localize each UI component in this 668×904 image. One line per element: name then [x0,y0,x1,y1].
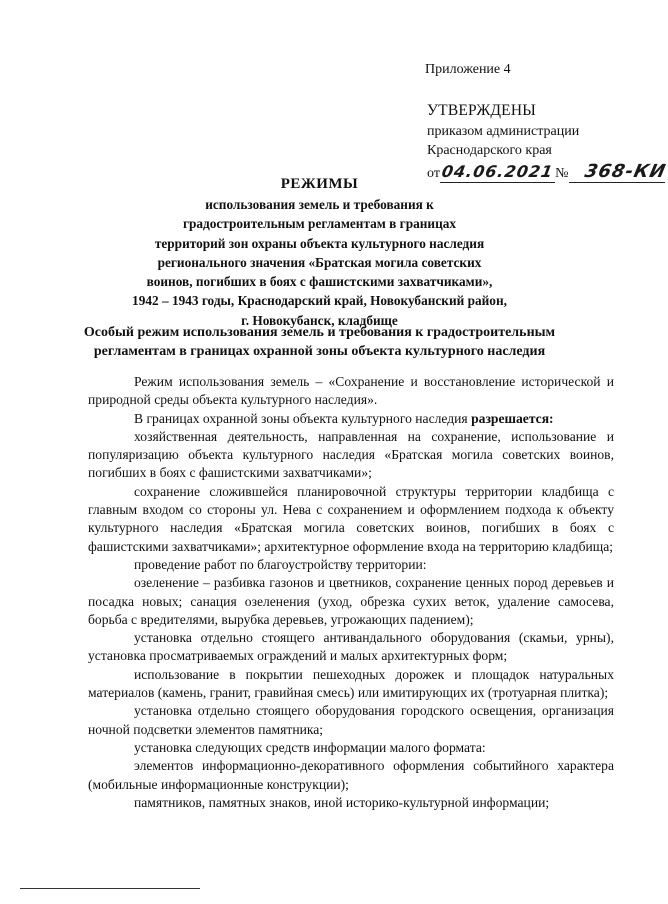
document-title: РЕЖИМЫ [280,176,359,192]
subtitle-line: использования земель и требования к [205,197,434,212]
handwritten-order-number: 368-КИ [582,161,668,182]
paragraph: установка отдельно стоящего оборудования городского освещения, организация ночной подсветки элементов памятника; [88,703,614,737]
section-heading-line: Особый режим использования земель и требования к градостроительным [83,325,556,340]
paragraph: хозяйственная деятельность, направленная на сохранение, использование и популяризацию объекта культурного наследия «Братская могила советских воинов, погибших в боях с фашистскими захватчиками»; [88,428,614,481]
approved-heading: УТВЕРЖДЕНЫ [427,102,536,119]
paragraph: В границах охранной зоны объекта культурного наследия разрешается: [134,410,554,426]
document-subtitle [40,195,599,330]
order-prefix: от [427,166,440,181]
handwritten-order-date: 04.06.2021 [440,162,555,181]
paragraph: памятников, памятных знаков, иной историко-культурной информации; [134,794,550,810]
section-heading-line: регламентам в границах охранной зоны объекта культурного наследия [93,343,546,359]
paragraph: проведение работ по благоустройству территории: [134,556,427,572]
paragraph: установка отдельно стоящего антивандального оборудования (скамьи, урны), установка просматриваемых ограждений и малых архитектурных форм; [88,630,614,664]
section-heading [30,324,609,361]
subtitle-line: 1942 – 1943 годы, Краснодарский край, Новокубанский район, [132,293,507,309]
order-line-2: Краснодарского края [427,143,552,158]
paragraph: использование в покрытии пешеходных дорожек и площадок натуральных материалов (камень, гранит, гравийная смесь) или имитирующих их (тротуарная плитка); [88,666,614,701]
subtitle-line: градостроительным регламентам в границах [182,216,457,232]
subtitle-line: территорий зон охраны объекта культурного наследия [154,235,485,251]
subtitle-line: воинов, погибших в боях с фашистскими захватчиками», [146,274,493,290]
paragraph: установка следующих средств информации малого формата: [134,739,486,755]
paragraph: озеленение – разбивка газонов и цветников, сохранение ценных пород деревьев и посадка новых; санация озеленения (уход, обрезка сухих веток, удаление самосева, борьба с вредителями, вырубка деревьев, угрожающих падением); [88,575,614,627]
order-line-1: приказом администрации [427,124,580,139]
paragraph: Режим использования земель – «Сохранение и восстановление исторической и природной среды объекта культурного наследия». [88,374,614,408]
allowed-keyword: разрешается: [471,410,554,426]
paragraph: элементов информационно-декоративного оформления событийного характера (мобильные информационные конструкции); [88,758,614,792]
footer-divider [20,888,200,889]
appendix-label: Приложение 4 [425,62,511,77]
paragraph: сохранение сложившейся планировочной структуры территории кладбища с главным входом со стороны ул. Нева с сохранением и оформлением подхода к объекту культурного наследия «Братская могила советских воинов, погибших в боях с фашистскими захватчиками»; архитектурное оформление входа на территорию кладбища; [88,483,614,554]
body-text [88,373,614,812]
subtitle-line: г. Новокубанск, кладбище [241,312,398,328]
subtitle-line: регионального значения «Братская могила советских [157,254,482,270]
order-number-sign: № [555,166,569,181]
